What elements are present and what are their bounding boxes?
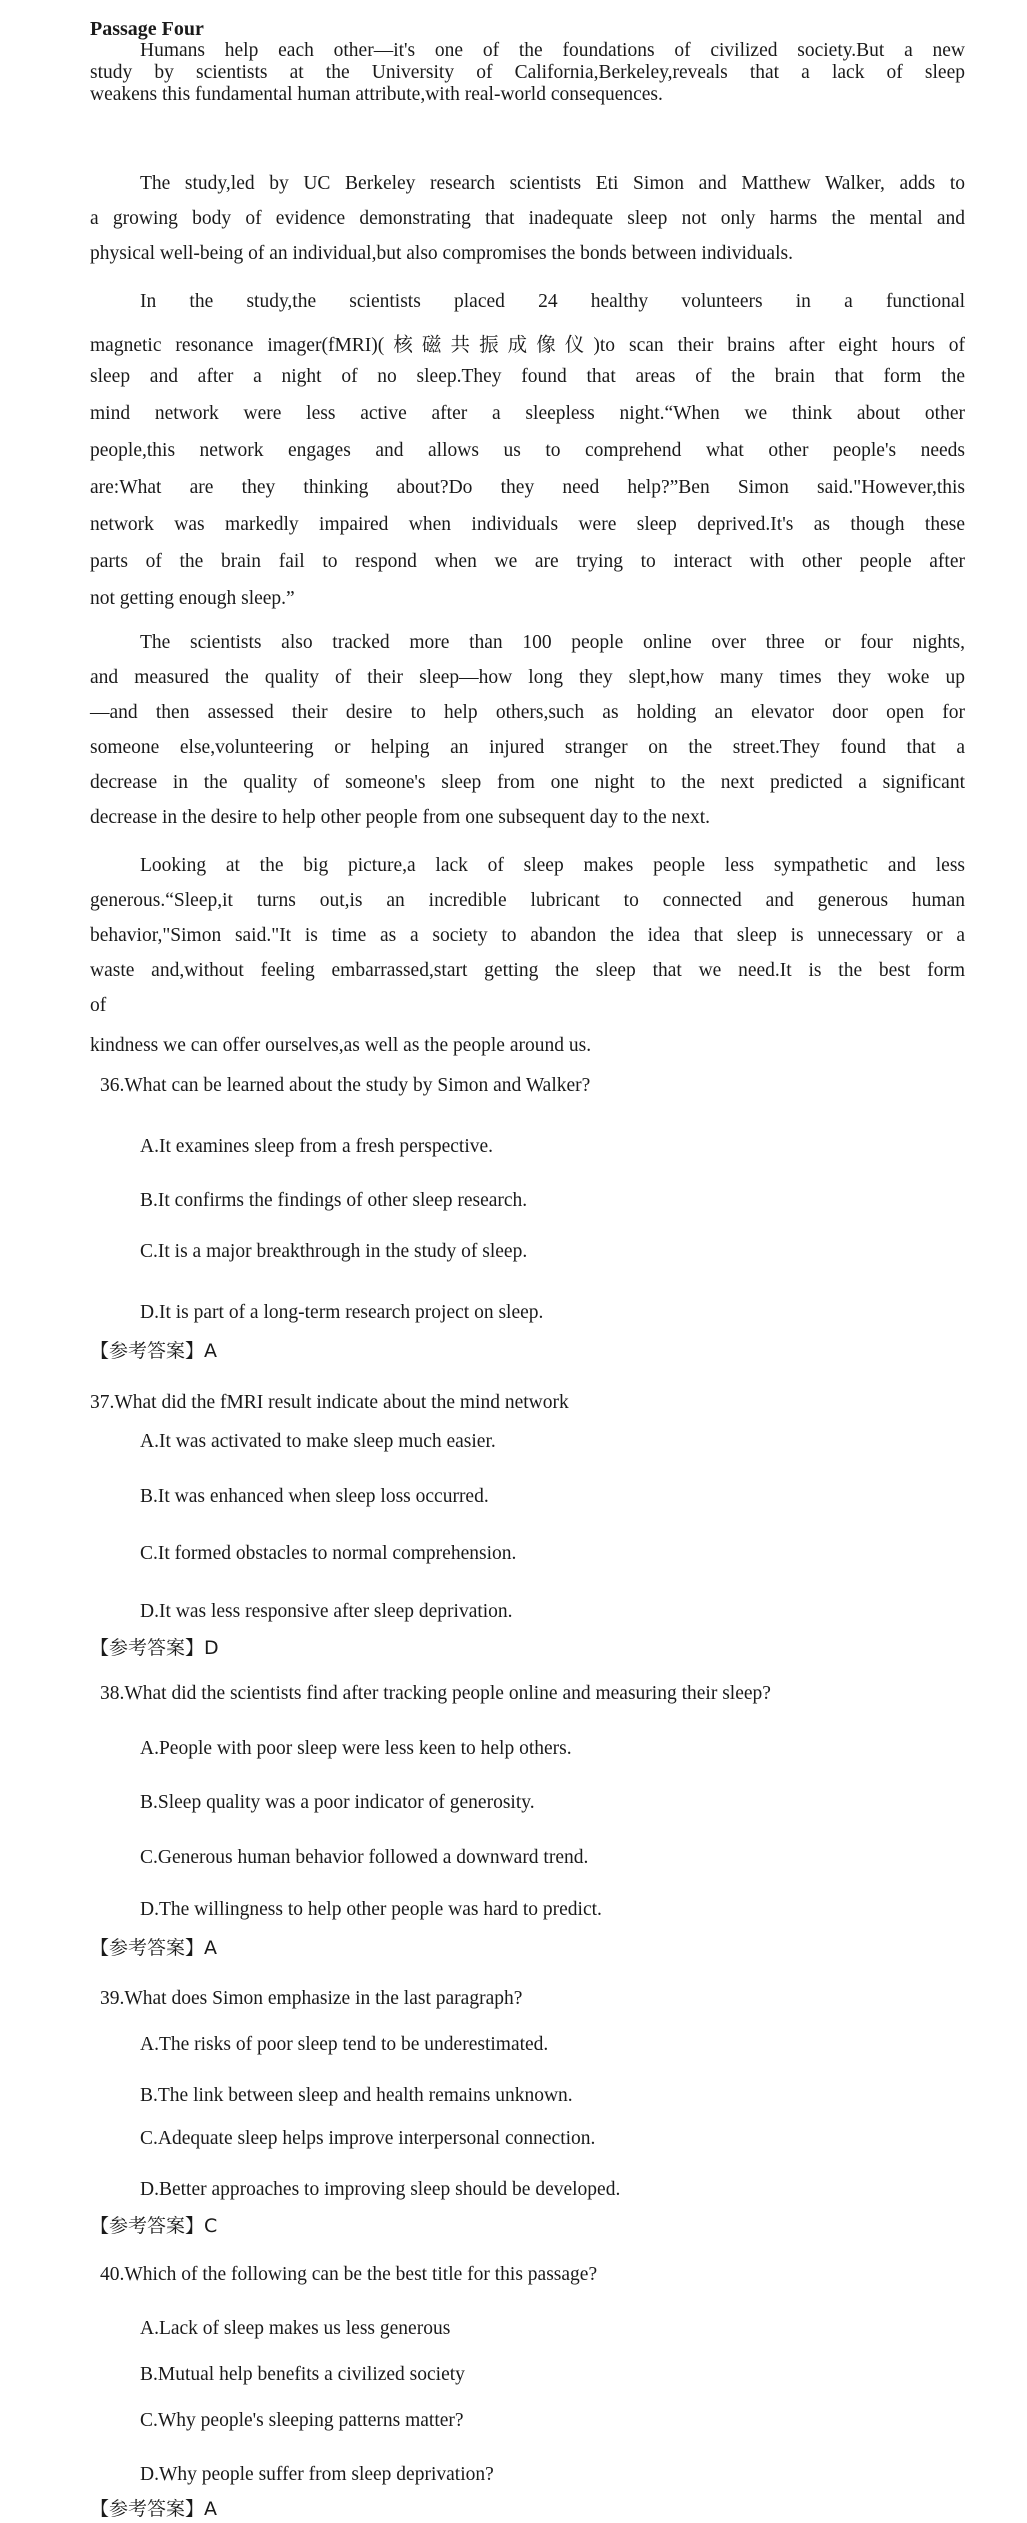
option-38-b: B.Sleep quality was a poor indicator of generosity. — [140, 1792, 535, 1813]
paragraph-line: someone else,volunteering or helping an injured stranger on the street.They found that a — [90, 737, 965, 758]
paragraph-line: not getting enough sleep.” — [90, 588, 295, 609]
paragraph-line: —and then assessed their desire to help others,such as holding an elevator door open for — [90, 702, 965, 723]
option-36-a: A.It examines sleep from a fresh perspective. — [140, 1136, 494, 1157]
paragraph-line: In the study,the scientists placed 24 healthy volunteers in a functional — [140, 291, 965, 312]
paragraph-line: decrease in the desire to help other people from one subsequent day to the next. — [90, 807, 711, 828]
question-39: 39.What does Simon emphasize in the last paragraph? — [100, 1988, 523, 2009]
paragraph-line: of — [90, 995, 107, 1016]
paragraph-line: Looking at the big picture,a lack of sleep makes people less sympathetic and less — [140, 855, 965, 876]
paragraph-line: study by scientists at the University of California,Berkeley,reveals that a lack of sleep — [90, 62, 965, 83]
question-36: 36.What can be learned about the study by Simon and Walker? — [100, 1075, 591, 1096]
passage-title: Passage Four — [90, 18, 204, 40]
paragraph-line: network was markedly impaired when individuals were sleep deprived.It's as though these — [90, 514, 965, 535]
option-37-d: D.It was less responsive after sleep deprivation. — [140, 1601, 513, 1622]
option-39-b: B.The link between sleep and health remains unknown. — [140, 2085, 573, 2106]
question-40: 40.Which of the following can be the best title for this passage? — [100, 2264, 598, 2285]
answer-40: 【参考答案】A — [90, 2498, 217, 2520]
paragraph-line: parts of the brain fail to respond when we are trying to interact with other people after — [90, 551, 965, 572]
question-38: 38.What did the scientists find after tracking people online and measuring their sleep? — [100, 1683, 771, 1704]
option-40-d: D.Why people suffer from sleep deprivation? — [140, 2464, 494, 2485]
paragraph-line: sleep and after a night of no sleep.They found that areas of the brain that form the — [90, 366, 965, 387]
option-40-a: A.Lack of sleep makes us less generous — [140, 2318, 451, 2339]
option-40-c: C.Why people's sleeping patterns matter? — [140, 2410, 464, 2431]
question-37: 37.What did the fMRI result indicate about the mind network — [90, 1392, 569, 1413]
paragraph-line: a growing body of evidence demonstrating that inadequate sleep not only harms the mental and — [90, 208, 965, 229]
option-38-d: D.The willingness to help other people was hard to predict. — [140, 1899, 602, 1920]
paragraph-line: generous.“Sleep,it turns out,is an incredible lubricant to connected and generous human — [90, 890, 965, 911]
option-36-c: C.It is a major breakthrough in the study of sleep. — [140, 1241, 528, 1262]
answer-36: 【参考答案】A — [90, 1340, 217, 1362]
paragraph-line: kindness we can offer ourselves,as well as the people around us. — [90, 1035, 592, 1056]
option-37-a: A.It was activated to make sleep much easier. — [140, 1431, 496, 1452]
paragraph-line: and measured the quality of their sleep—how long they slept,how many times they woke up — [90, 667, 965, 688]
answer-39: 【参考答案】C — [90, 2215, 218, 2237]
paragraph-line: are:What are they thinking about?Do they need help?”Ben Simon said."However,this — [90, 477, 965, 498]
paragraph-line: Humans help each other—it's one of the foundations of civilized society.But a new — [140, 40, 965, 61]
paragraph-line: weakens this fundamental human attribute,with real-world consequences. — [90, 84, 663, 105]
paragraph-line: The scientists also tracked more than 100 people online over three or four nights, — [140, 632, 965, 653]
paragraph-line: magnetic resonance imager(fMRI)(核磁共振成像仪)to scan their brains after eight hours of — [90, 335, 965, 356]
paragraph-line: behavior,"Simon said."It is time as a society to abandon the idea that sleep is unnecessary or a — [90, 925, 965, 946]
paragraph-line: people,this network engages and allows us to comprehend what other people's needs — [90, 440, 965, 461]
answer-38: 【参考答案】A — [90, 1937, 217, 1959]
paragraph-line: mind network were less active after a sleepless night.“When we think about other — [90, 403, 965, 424]
answer-37: 【参考答案】D — [90, 1637, 219, 1659]
option-39-c: C.Adequate sleep helps improve interpersonal connection. — [140, 2128, 596, 2149]
paragraph-line: physical well-being of an individual,but also compromises the bonds between individuals. — [90, 243, 793, 264]
option-38-c: C.Generous human behavior followed a downward trend. — [140, 1847, 589, 1868]
option-36-b: B.It confirms the findings of other sleep research. — [140, 1190, 528, 1211]
paragraph-line: The study,led by UC Berkeley research scientists Eti Simon and Matthew Walker, adds to — [140, 173, 965, 194]
option-37-c: C.It formed obstacles to normal comprehension. — [140, 1543, 517, 1564]
option-39-a: A.The risks of poor sleep tend to be underestimated. — [140, 2034, 549, 2055]
option-40-b: B.Mutual help benefits a civilized society — [140, 2364, 465, 2385]
option-37-b: B.It was enhanced when sleep loss occurred. — [140, 1486, 489, 1507]
option-39-d: D.Better approaches to improving sleep should be developed. — [140, 2179, 621, 2200]
paragraph-line: waste and,without feeling embarrassed,start getting the sleep that we need.It is the best form — [90, 960, 965, 981]
option-38-a: A.People with poor sleep were less keen to help others. — [140, 1738, 572, 1759]
option-36-d: D.It is part of a long-term research project on sleep. — [140, 1302, 544, 1323]
paragraph-line: decrease in the quality of someone's sleep from one night to the next predicted a significant — [90, 772, 965, 793]
